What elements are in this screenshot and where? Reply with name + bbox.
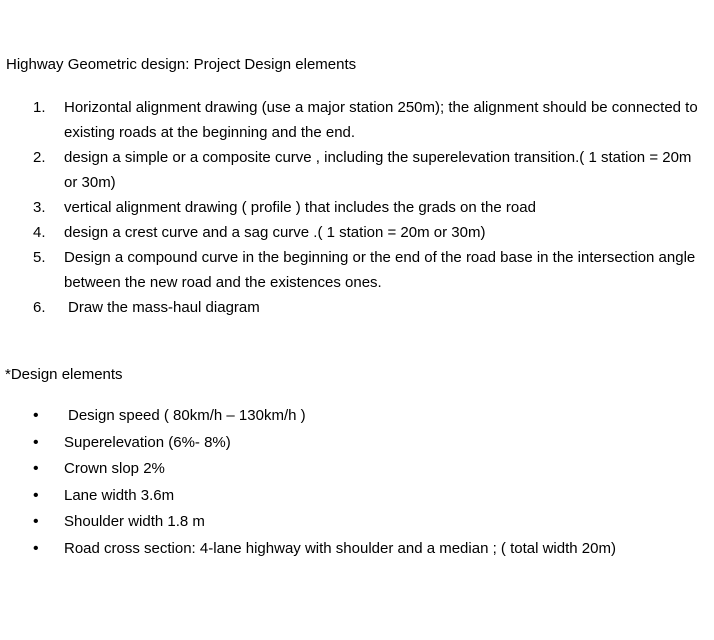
- item-number: 3.: [33, 199, 46, 216]
- list-item: [0, 483, 714, 510]
- list-item: [0, 95, 714, 145]
- bullet-icon: •: [33, 460, 39, 477]
- design-elements-list: [0, 403, 714, 562]
- bullet-icon: •: [33, 513, 39, 530]
- item-number: 6.: [33, 299, 46, 316]
- item-text: Design a compound curve in the beginning or the end of the road base in the intersection angle between the new road and the existences ones.: [64, 249, 696, 291]
- item-text: Horizontal alignment drawing (use a major station 250m); the alignment should be connected to existing roads at the beginning and the end.: [64, 99, 698, 141]
- bullet-icon: •: [33, 407, 39, 424]
- bullet-icon: •: [33, 486, 39, 504]
- item-text: Road cross section: 4-lane highway with shoulder and a median ; ( total width 20m): [64, 539, 616, 557]
- item-text: Shoulder width 1.8 m: [64, 513, 205, 530]
- list-item: [0, 220, 714, 245]
- item-number: 4.: [33, 224, 46, 241]
- list-item: [0, 536, 714, 563]
- project-tasks-list: [0, 95, 714, 320]
- design-elements-heading: *Design elements: [5, 366, 123, 383]
- item-number: 1.: [33, 99, 46, 116]
- list-item: [0, 195, 714, 220]
- list-item: [0, 403, 714, 430]
- item-text: Design speed ( 80km/h – 130km/h ): [68, 407, 306, 424]
- list-item: [0, 295, 714, 320]
- list-item: [0, 145, 714, 195]
- bullet-icon: •: [33, 433, 39, 451]
- list-item: [0, 456, 714, 483]
- bullet-icon: •: [33, 539, 39, 557]
- item-text: vertical alignment drawing ( profile ) that includes the grads on the road: [64, 199, 536, 216]
- item-number: 2.: [33, 149, 46, 166]
- item-number: 5.: [33, 249, 46, 266]
- list-item: [0, 245, 714, 295]
- list-item: [0, 430, 714, 457]
- item-text: Crown slop 2%: [64, 460, 165, 477]
- item-text: design a simple or a composite curve , including the superelevation transition.( 1 station = 20m or 30m): [64, 149, 692, 191]
- item-text: design a crest curve and a sag curve .( 1 station = 20m or 30m): [64, 224, 486, 241]
- list-item: [0, 509, 714, 536]
- document-title: Highway Geometric design: Project Design elements: [6, 56, 357, 73]
- item-text: Superelevation (6%- 8%): [64, 433, 231, 451]
- item-text: Draw the mass-haul diagram: [68, 299, 260, 316]
- item-text: Lane width 3.6m: [64, 486, 175, 504]
